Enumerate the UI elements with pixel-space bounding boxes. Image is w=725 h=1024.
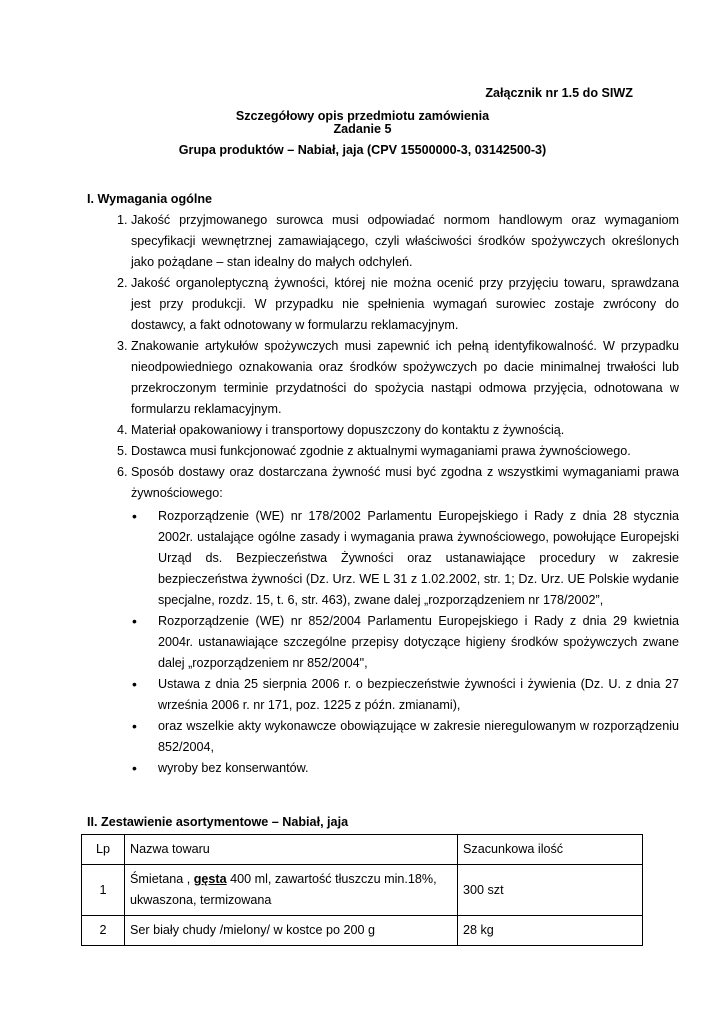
assortment-table (81, 834, 643, 946)
regulation-item (132, 758, 679, 779)
bullet-icon: • (132, 508, 137, 524)
regulation-text: wyroby bez konserwantów. (158, 761, 309, 775)
requirement-item-text: Sposób dostawy oraz dostarczana żywność musi być zgodna z wszystkimi wymaganiami prawa żywnościowego: (131, 465, 679, 500)
bullet-icon: • (132, 760, 137, 776)
requirement-item: 4. Materiał opakowaniowy i transportowy dopuszczony do kontaktu z żywnością. (131, 420, 679, 441)
product-group: Grupa produktów – Nabiał, jaja (CPV 15500000-3, 03142500-3) (178, 143, 547, 157)
product-name-emphasis: gęsta (193, 872, 227, 886)
section-assortment-heading: II. Zestawienie asortymentowe – Nabiał, jaja (87, 815, 349, 829)
requirement-item: 3. Znakowanie artykułów spożywczych musi zapewnić ich pełną identyfikowalność. W przypadku nieodpowiedniego oznakowania oraz środków spożywczych po dacie minimalnej trwałości lub przekroczonym terminie przydatności do spożycia nastąpi odmowa przyjęcia, odnotowana w formularzu reklamacyjnym. (131, 336, 679, 420)
product-name-prefix: Śmietana , (130, 872, 194, 886)
regulations-list (131, 506, 679, 779)
column-header-quantity: Szacunkowa ilość (458, 835, 643, 865)
regulation-item (132, 506, 679, 611)
row-product-name: Ser biały chudy /mielony/ w kostce po 200 g (125, 916, 458, 946)
regulation-text: Ustawa z dnia 25 sierpnia 2006 r. o bezpieczeństwie żywności i żywienia (Dz. U. z dnia 27 września 2006 r. nr 171, poz. 1225 z późn. zmianami), (158, 677, 679, 712)
column-header-lp: Lp (82, 835, 125, 865)
bullet-icon: • (132, 613, 137, 629)
requirement-item: 2. Jakość organoleptyczną żywności, której nie można ocenić przy przyjęciu towaru, sprawdzana jest przy produkcji. W przypadku nie spełnienia wymagań surowiec zostaje zwrócony do dostawcy, a fakt odnotowany w formularzu reklamacyjnym. (131, 273, 679, 336)
requirement-item (131, 462, 679, 779)
row-lp: 1 (82, 865, 125, 916)
table-row (82, 865, 643, 916)
row-lp: 2 (82, 916, 125, 946)
section-general-requirements-heading: I. Wymagania ogólne (87, 192, 213, 206)
table-row (82, 916, 643, 946)
requirements-list (90, 210, 679, 779)
row-product-name (125, 865, 458, 916)
column-header-name: Nazwa towaru (125, 835, 458, 865)
document-title: Szczegółowy opis przedmiotu zamówienia (235, 109, 490, 123)
regulation-text: Rozporządzenie (WE) nr 852/2004 Parlamentu Europejskiego i Rady z dnia 29 kwietnia 2004r. ustanawiające szczególne przepisy dotyczące higieny środków spożywczych zwane dalej „rozporządzeniem nr 852/2004", (158, 614, 679, 670)
row-quantity: 300 szt (458, 865, 643, 916)
table-header-row (82, 835, 643, 865)
regulation-text: oraz wszelkie akty wykonawcze obowiązujące w zakresie nieregulowanym w rozporządzeniu 852/2004, (158, 719, 679, 754)
requirement-item: 1. Jakość przyjmowanego surowca musi odpowiadać normom handlowym oraz wymaganiom specyfikacji wewnętrznej zamawiającego, czyli właściwości środków spożywczych określonych jako pożądane – stan idealny do małych odchyleń. (131, 210, 679, 273)
requirement-item: 5. Dostawca musi funkcjonować zgodnie z aktualnymi wymaganiami prawa żywnościowego. (131, 441, 679, 462)
regulation-text: Rozporządzenie (WE) nr 178/2002 Parlamentu Europejskiego i Rady z dnia 28 stycznia 2002r. ustalające ogólne zasady i wymagania prawa żywnościowego, powołujące Europejski Urząd ds. Bezpieczeństwa Żywności oraz ustanawiające procedury w zakresie bezpieczeństwa żywności (Dz. Urz. WE L 31 z 1.02.2002, str. 1; Dz. Urz. UE Polskie wydanie specjalne, rozdz. 15, t. 6, str. 463), zwane dalej „rozporządzeniem nr 178/2002”, (158, 509, 679, 607)
annex-label: Załącznik nr 1.5 do SIWZ (485, 86, 633, 100)
regulation-item (132, 674, 679, 716)
bullet-icon: • (132, 718, 137, 734)
product-name-suffix: 400 ml, zawartość tłuszczu min.18%, ukwaszona, termizowana (130, 872, 437, 907)
regulation-item (132, 716, 679, 758)
bullet-icon: • (132, 676, 137, 692)
row-quantity: 28 kg (458, 916, 643, 946)
regulation-item (132, 611, 679, 674)
task-label: Zadanie 5 (333, 122, 392, 136)
